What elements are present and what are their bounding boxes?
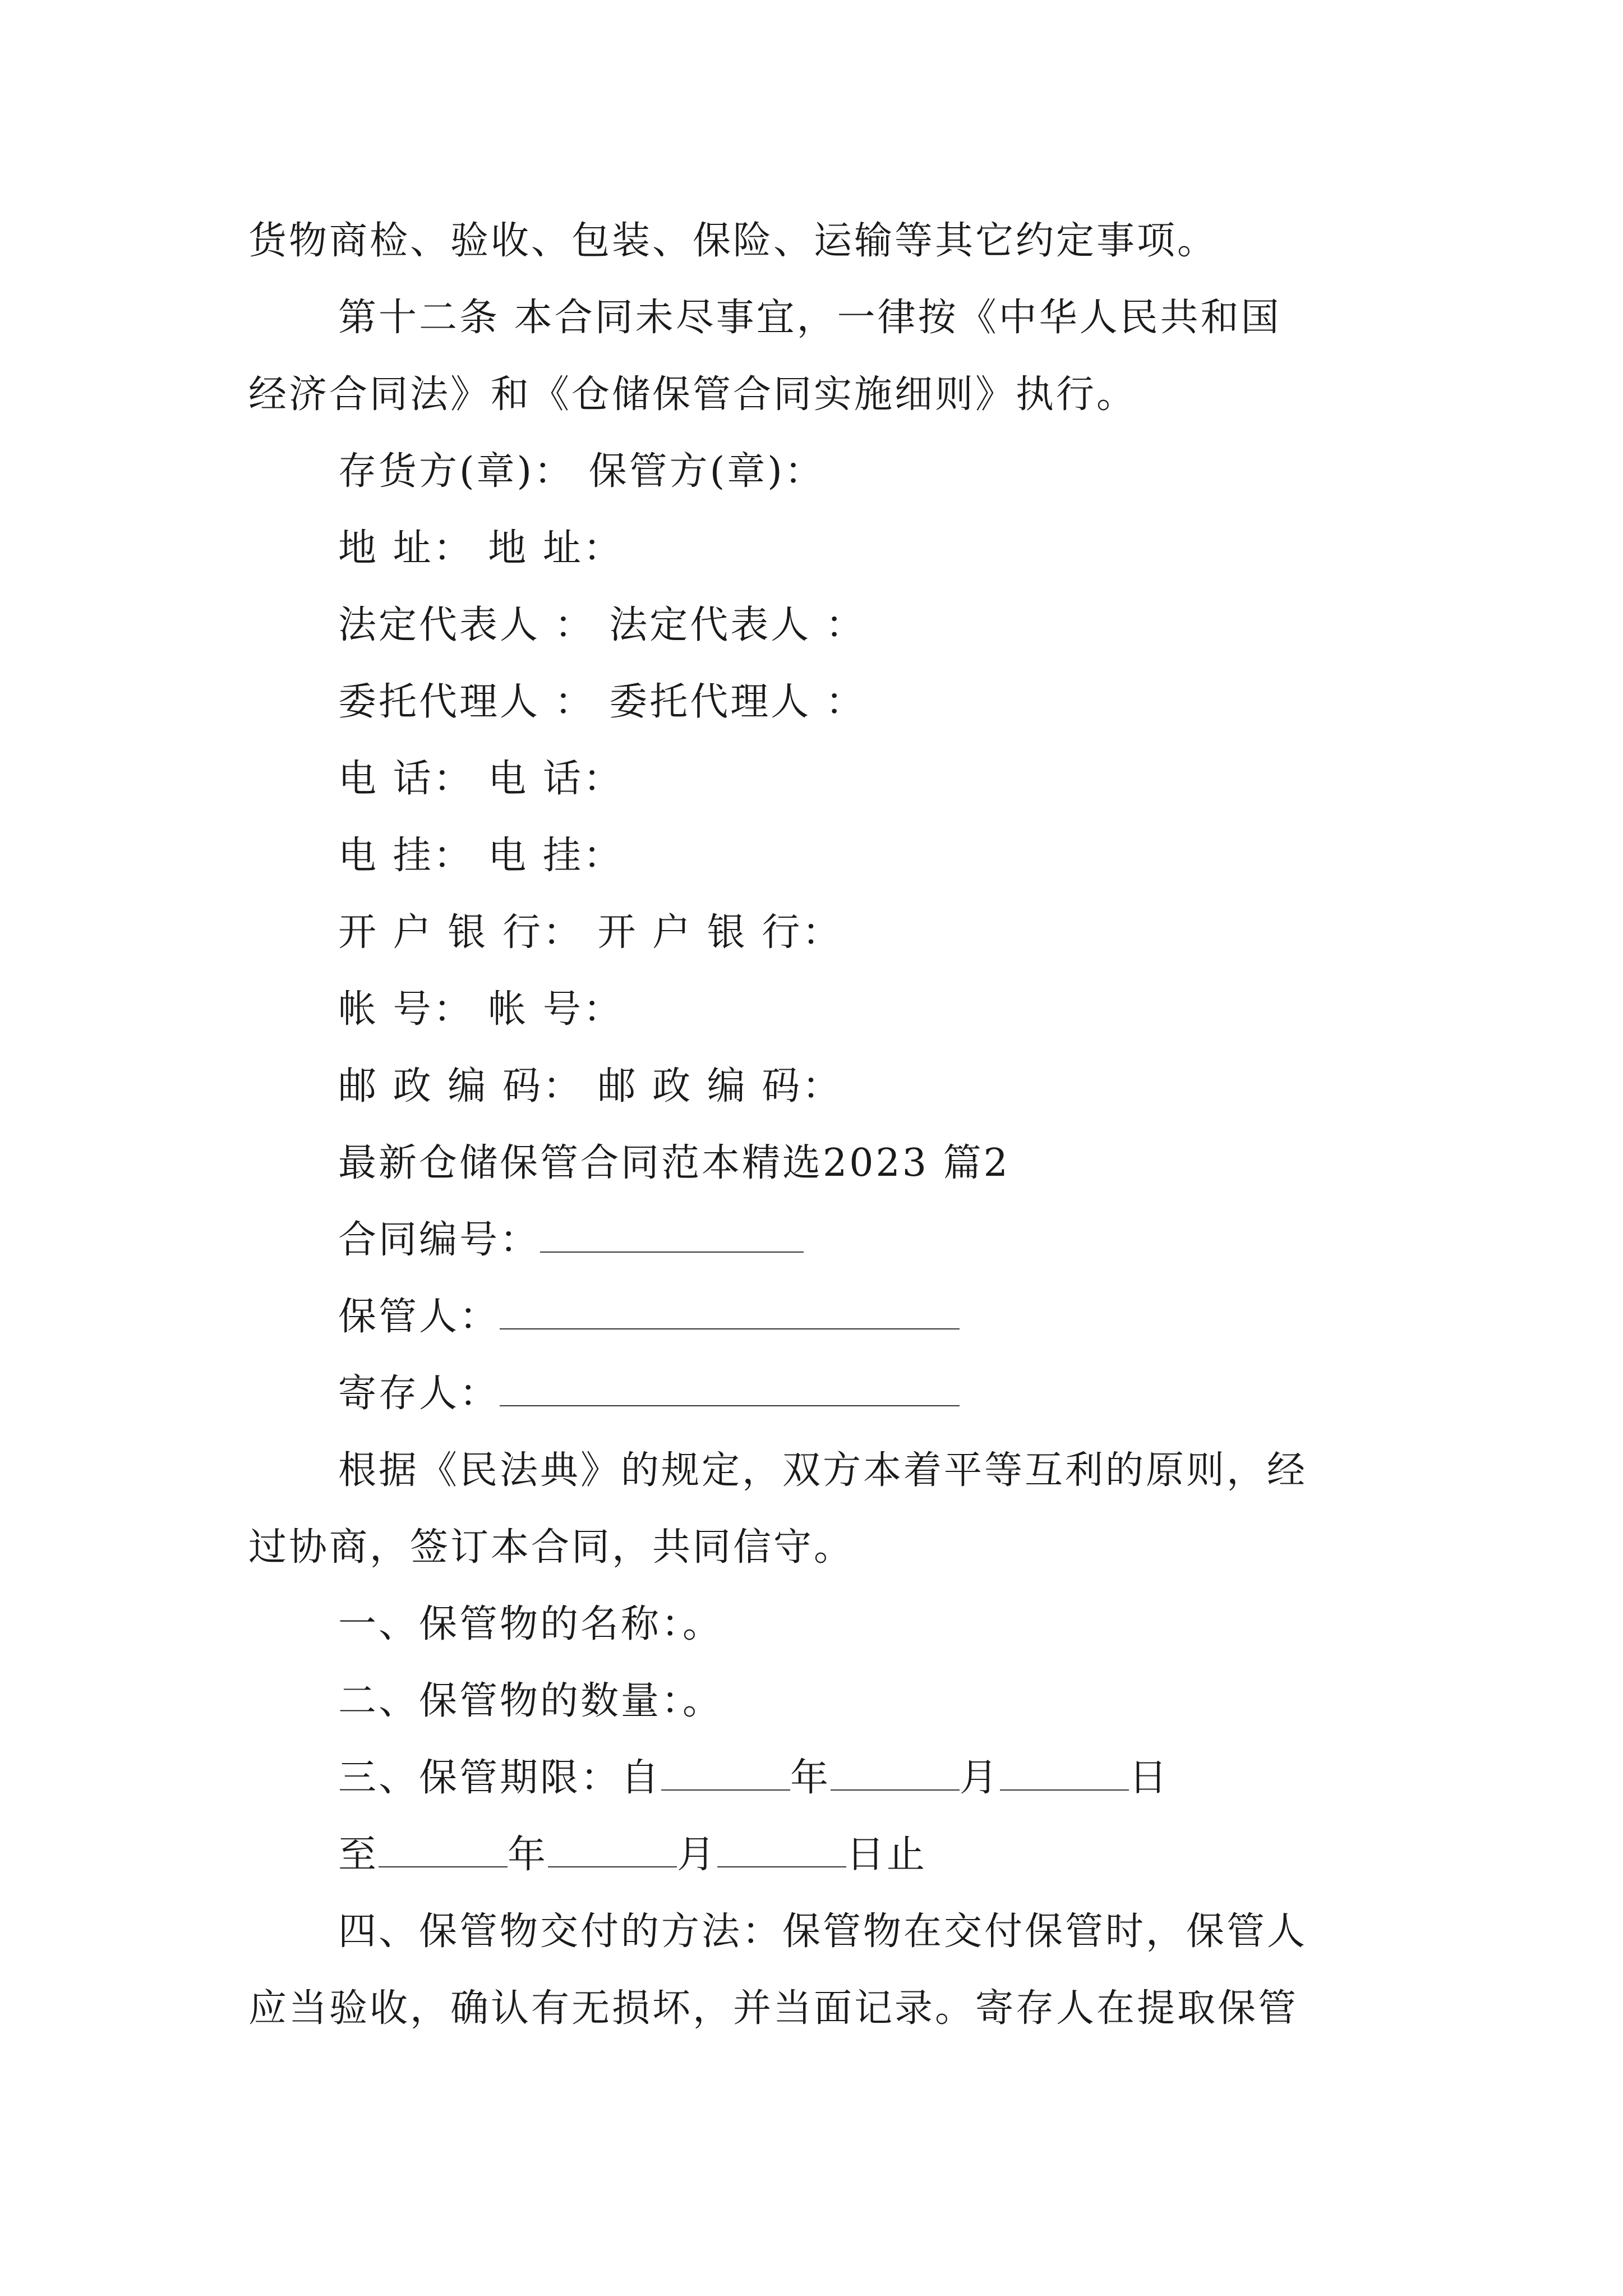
signature-line: 法定代表人 ： 法定代表人 ：	[338, 603, 866, 647]
clause-line: 一、保管物的名称：。	[338, 1602, 723, 1646]
blank-line	[831, 1757, 960, 1791]
clause-line: 二、保管物的数量：。	[338, 1679, 723, 1723]
signature-line: 地 址： 地 址：	[338, 526, 624, 570]
field-label: 合同编号：	[338, 1218, 541, 1262]
signature-line: 开 户 银 行： 开 户 银 行：	[338, 910, 843, 955]
paragraph-line: 经济合同法》和《仓储保管合同实施细则》执行。	[248, 372, 1137, 417]
term-start-line	[338, 1756, 1169, 1801]
year-label: 年	[508, 1833, 548, 1877]
term-end-line	[338, 1833, 927, 1878]
paragraph-line: 第十二条 本合同未尽事宜，一律按《中华人民共和国	[338, 296, 1281, 340]
blank-line	[540, 1219, 804, 1253]
field-label: 寄存人：	[338, 1372, 500, 1416]
term-end-prefix: 至	[338, 1833, 379, 1877]
blank-line	[661, 1757, 790, 1791]
contract-number-field	[338, 1218, 804, 1263]
signature-line: 帐 号： 帐 号：	[338, 987, 624, 1032]
blank-line	[500, 1296, 960, 1329]
blank-line	[1000, 1757, 1129, 1791]
paragraph-line: 货物商检、验收、包装、保险、运输等其它约定事项。	[248, 219, 1218, 263]
signature-line: 电 话： 电 话：	[338, 757, 624, 801]
signature-line: 邮 政 编 码： 邮 政 编 码：	[338, 1064, 843, 1108]
month-label: 月	[677, 1833, 718, 1877]
blank-line	[379, 1834, 508, 1867]
depositor-field	[338, 1372, 960, 1416]
section-title: 最新仓储保管合同范本精选2023 篇2	[338, 1141, 1010, 1185]
field-label: 保管人：	[338, 1295, 500, 1339]
day-label: 日	[1129, 1756, 1170, 1800]
paragraph-line: 过协商，签订本合同，共同信守。	[248, 1525, 855, 1570]
paragraph-line: 四、保管物交付的方法：保管物在交付保管时，保管人	[338, 1910, 1308, 1954]
signature-line: 委托代理人 ： 委托代理人 ：	[338, 680, 866, 724]
blank-line	[548, 1834, 677, 1867]
paragraph-line: 根据《民法典》的规定，双方本着平等互利的原则，经	[338, 1448, 1308, 1493]
blank-line	[717, 1834, 846, 1867]
day-end-label: 日止	[846, 1833, 928, 1877]
signature-line: 电 挂： 电 挂：	[338, 834, 624, 878]
signature-line: 存货方(章)： 保管方(章)：	[338, 449, 825, 494]
blank-line	[500, 1373, 960, 1406]
month-label: 月	[960, 1756, 1000, 1800]
term-prefix: 三、保管期限：自	[338, 1756, 662, 1800]
paragraph-line: 应当验收，确认有无损坏，并当面记录。寄存人在提取保管	[248, 1986, 1299, 2031]
custodian-field	[338, 1295, 960, 1340]
year-label: 年	[790, 1756, 831, 1800]
